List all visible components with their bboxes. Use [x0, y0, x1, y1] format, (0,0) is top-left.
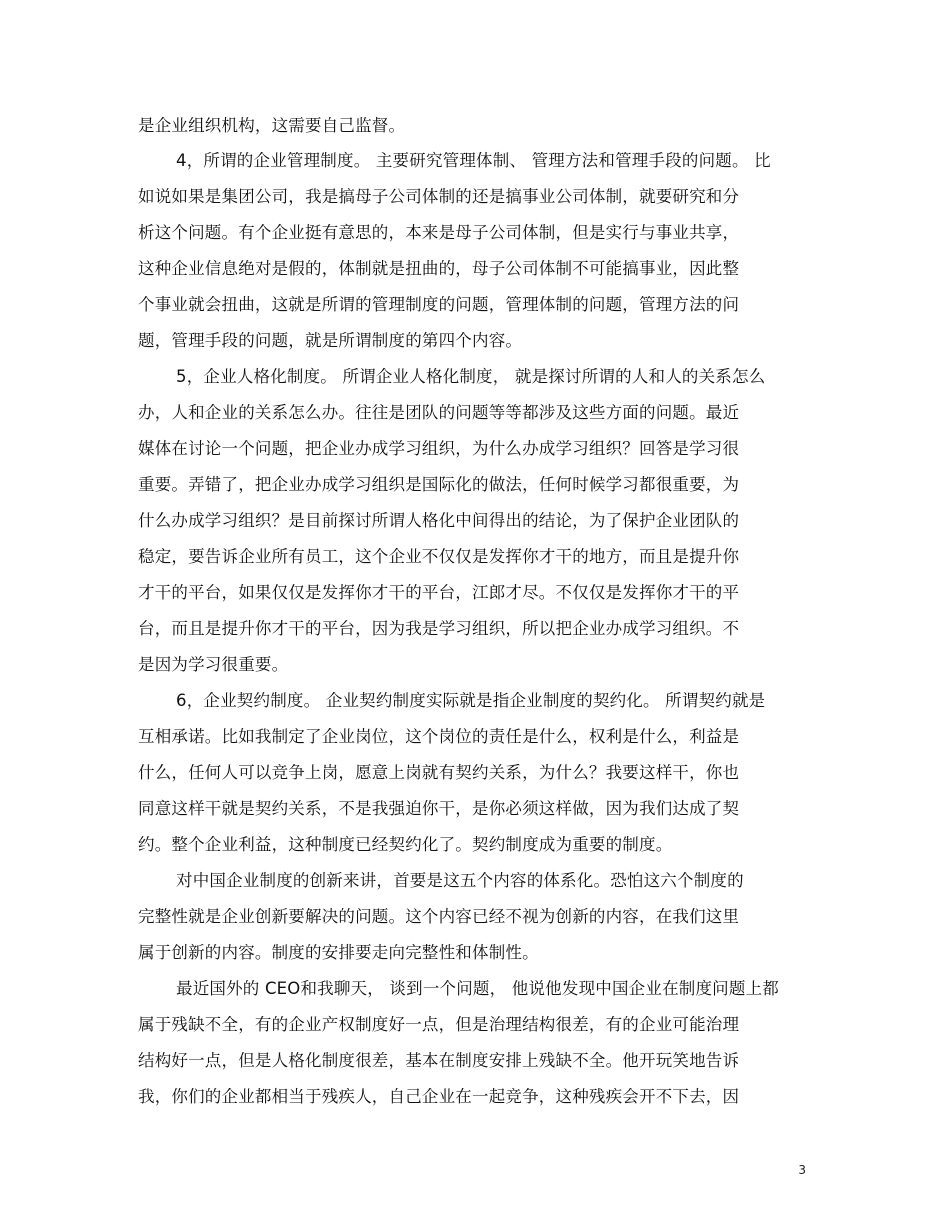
text-line: 办，人和企业的关系怎么办。往往是团队的问题等等都涉及这些方面的问题。最近 [138, 403, 740, 422]
text-line: 如说如果是集团公司，我是搞母子公司体制的还是搞事业公司体制，就要研究和分 [138, 187, 740, 206]
text-line: 我，你们的企业都相当于残疾人，自己企业在一起竞争，这种残疾会开不下去，因 [138, 1087, 740, 1106]
text-line: 属于残缺不全，有的企业产权制度好一点，但是治理结构很差，有的企业可能治理 [138, 1015, 740, 1034]
text-line: 完整性就是企业创新要解决的问题。这个内容已经不视为创新的内容，在我们这里 [138, 907, 740, 926]
text-line: 约。整个企业利益，这种制度已经契约化了。契约制度成为重要的制度。 [138, 835, 673, 854]
text-line: 结构好一点，但是人格化制度很差，基本在制度安排上残缺不全。他开玩笑地告诉 [138, 1051, 740, 1070]
text-line: 同意这样干就是契约关系，不是我强迫你干，是你必须这样做，因为我们达成了契 [138, 799, 740, 818]
text-line: 题，管理手段的问题，就是所谓制度的第四个内容。 [138, 331, 523, 350]
text-line: 4，所谓的企业管理制度。 主要研究管理体制、 管理方法和管理手段的问题。 比 [176, 151, 771, 170]
text-line: 这种企业信息绝对是假的，体制就是扭曲的，母子公司体制不可能搞事业，因此整 [138, 259, 740, 278]
text-line: 6，企业契约制度。 企业契约制度实际就是指企业制度的契约化。 所谓契约就是 [176, 691, 766, 710]
text-line: 最近国外的 CEO和我聊天， 谈到一个问题， 他说他发现中国企业在制度问题上都 [176, 979, 779, 998]
text-line: 重要。弄错了，把企业办成学习组织是国际化的做法，任何时候学习都很重要，为 [138, 475, 740, 494]
text-line: 稳定，要告诉企业所有员工，这个企业不仅仅是发挥你才干的地方，而且是提升你 [138, 547, 740, 566]
text-line: 对中国企业制度的创新来讲，首要是这五个内容的体系化。恐怕这六个制度的 [176, 871, 744, 890]
text-line: 互相承诺。比如我制定了企业岗位，这个岗位的责任是什么，权利是什么，利益是 [138, 727, 740, 746]
text-line: 个事业就会扭曲，这就是所谓的管理制度的问题，管理体制的问题，管理方法的问 [138, 295, 740, 314]
text-line: 才干的平台，如果仅仅是发挥你才干的平台，江郎才尽。不仅仅是发挥你才干的平 [138, 583, 740, 602]
text-line: 是因为学习很重要。 [138, 655, 289, 674]
page-number: 3 [798, 1163, 806, 1177]
text-line: 属于创新的内容。制度的安排要走向完整性和体制性。 [138, 943, 539, 962]
text-line: 5，企业人格化制度。 所谓企业人格化制度， 就是探讨所谓的人和人的关系怎么 [176, 367, 766, 386]
text-line: 台，而且是提升你才干的平台，因为我是学习组织，所以把企业办成学习组织。不 [138, 619, 740, 638]
text-line: 是企业组织机构，这需要自己监督。 [138, 116, 406, 135]
text-line: 媒体在讨论一个问题，把企业办成学习组织，为什么办成学习组织？回答是学习很 [138, 439, 740, 458]
text-line: 什么办成学习组织？是目前探讨所谓人格化中间得出的结论，为了保护企业团队的 [138, 511, 740, 530]
text-line: 析这个问题。有个企业挺有意思的，本来是母子公司体制，但是实行与事业共享， [138, 223, 740, 242]
text-line: 什么，任何人可以竞争上岗，愿意上岗就有契约关系，为什么？我要这样干，你也 [138, 763, 740, 782]
